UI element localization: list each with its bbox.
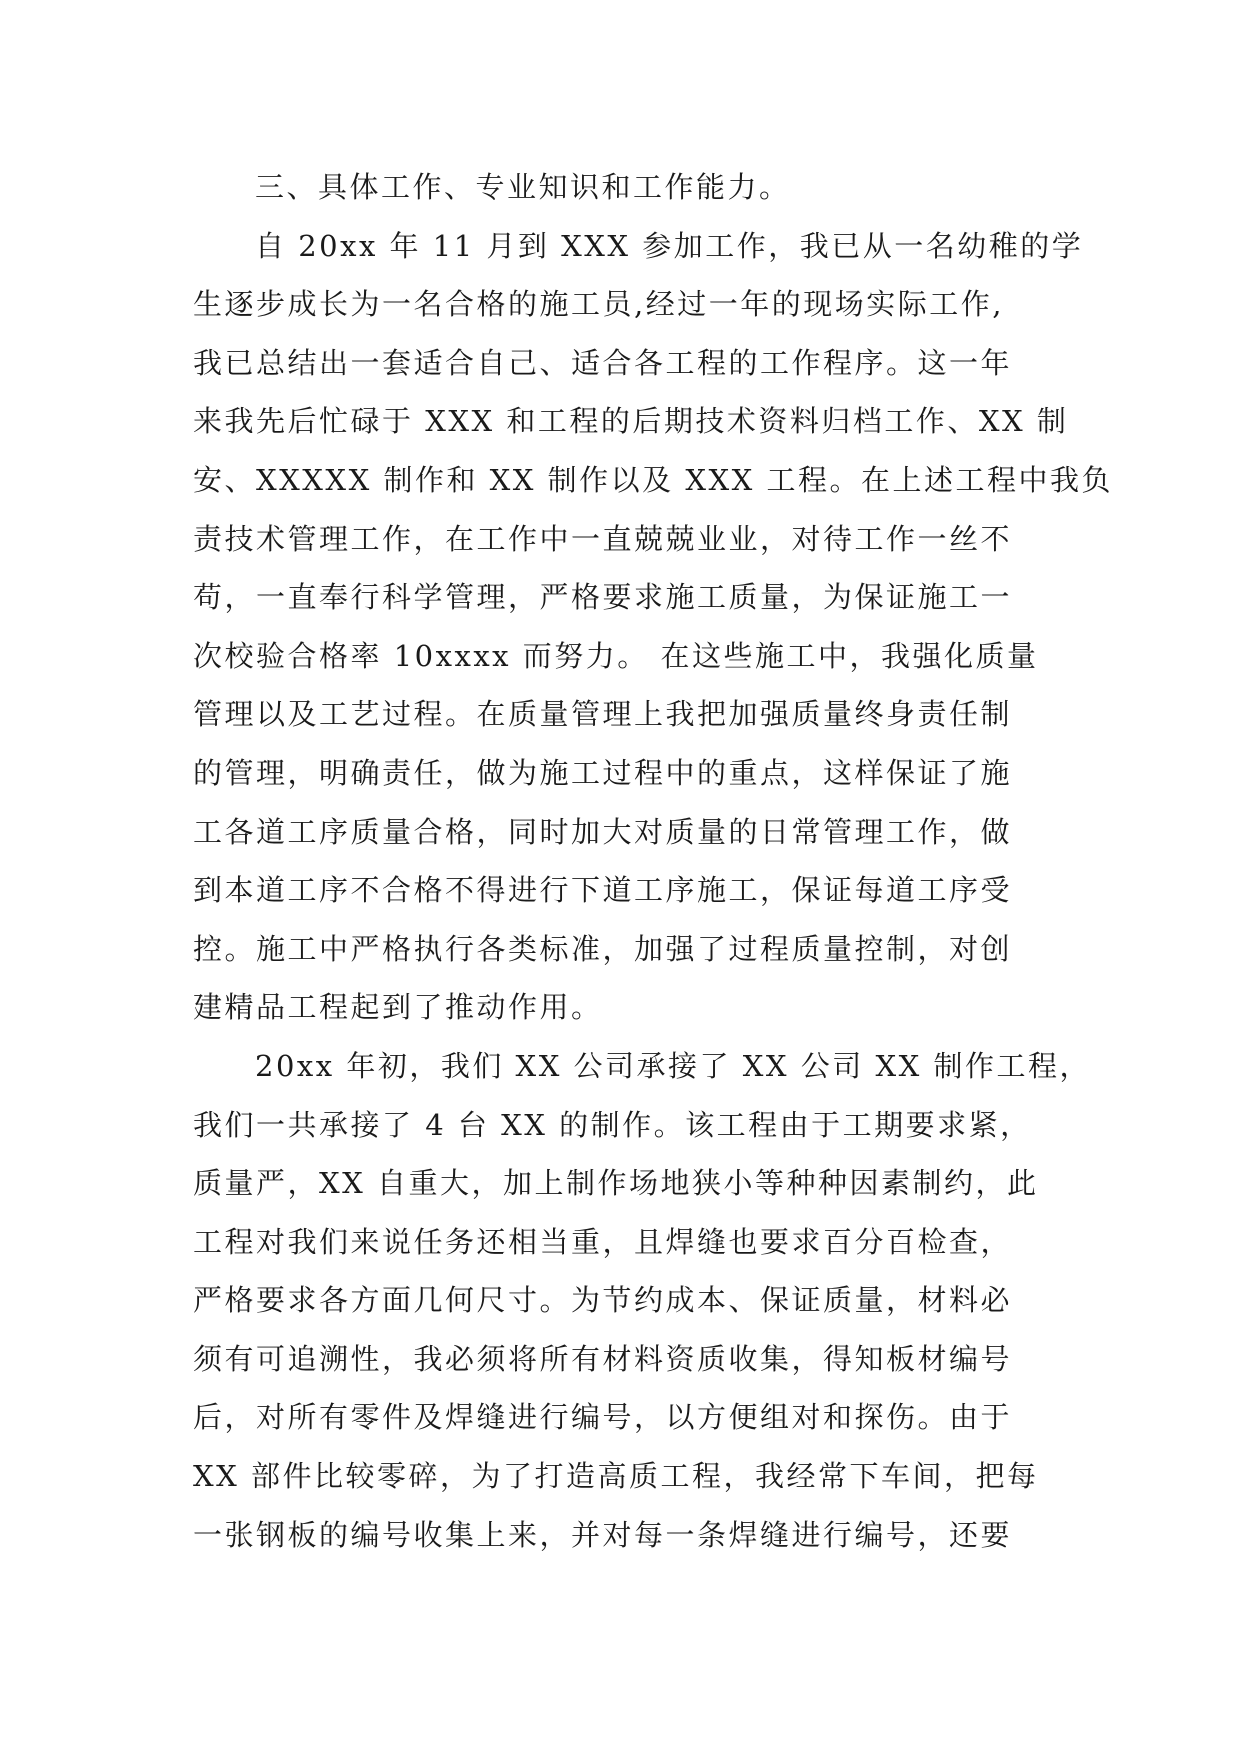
paragraph-line: 的管理，明确责任，做为施工过程中的重点，这样保证了施 xyxy=(193,755,1013,790)
paragraph-line: 责技术管理工作，在工作中一直兢兢业业，对待工作一丝不 xyxy=(193,521,1013,556)
paragraph-line: 我们一共承接了 4 台 XX 的制作。该工程由于工期要求紧， xyxy=(193,1107,1032,1142)
paragraph-line: XX 部件比较零碎，为了打造高质工程，我经常下车间，把每 xyxy=(193,1459,1039,1494)
paragraph-line: 建精品工程起到了推动作用。 xyxy=(193,990,603,1025)
paragraph-line: 控。施工中严格执行各类标准，加强了过程质量控制，对创 xyxy=(193,931,1013,966)
paragraph-line: 须有可追溯性，我必须将所有材料资质收集，得知板材编号 xyxy=(193,1341,1013,1376)
paragraph-line: 自 20xx 年 11 月到 XXX 参加工作，我已从一名幼稚的学 xyxy=(255,228,1084,263)
paragraph-line: 质量严，XX 自重大，加上制作场地狭小等种种因素制约，此 xyxy=(193,1166,1039,1201)
paragraph-line: 安、XXXXX 制作和 XX 制作以及 XXX 工程。在上述工程中我负 xyxy=(193,462,1114,497)
paragraph-line: 20xx 年初，我们 XX 公司承接了 XX 公司 XX 制作工程， xyxy=(255,1048,1092,1083)
paragraph-line: 我已总结出一套适合自己、适合各工程的工作程序。这一年 xyxy=(193,345,1013,380)
paragraph-line: 管理以及工艺过程。在质量管理上我把加强质量终身责任制 xyxy=(193,697,1013,732)
paragraph-line: 次校验合格率 10xxxx 而努力。 在这些施工中，我强化质量 xyxy=(193,638,1039,673)
paragraph-line: 严格要求各方面几何尺寸。为节约成本、保证质量，材料必 xyxy=(193,1283,1013,1318)
paragraph-line: 工程对我们来说任务还相当重，且焊缝也要求百分百检查， xyxy=(193,1224,1013,1259)
paragraph-line: 到本道工序不合格不得进行下道工序施工，保证每道工序受 xyxy=(193,873,1013,908)
paragraph-line: 工各道工序质量合格，同时加大对质量的日常管理工作，做 xyxy=(193,814,1013,849)
paragraph-line: 后，对所有零件及焊缝进行编号，以方便组对和探伤。由于 xyxy=(193,1400,1013,1435)
document-body xyxy=(193,158,1114,1564)
section-heading: 三、具体工作、专业知识和工作能力。 xyxy=(255,170,791,204)
paragraph-line: 苟，一直奉行科学管理，严格要求施工质量，为保证施工一 xyxy=(193,580,1013,615)
paragraph-line: 来我先后忙碌于 XXX 和工程的后期技术资料归档工作、XX 制 xyxy=(193,404,1069,439)
paragraph-line: 生逐步成长为一名合格的施工员,经过一年的现场实际工作, xyxy=(193,287,1004,322)
paragraph-line: 一张钢板的编号收集上来，并对每一条焊缝进行编号，还要 xyxy=(193,1517,1013,1552)
